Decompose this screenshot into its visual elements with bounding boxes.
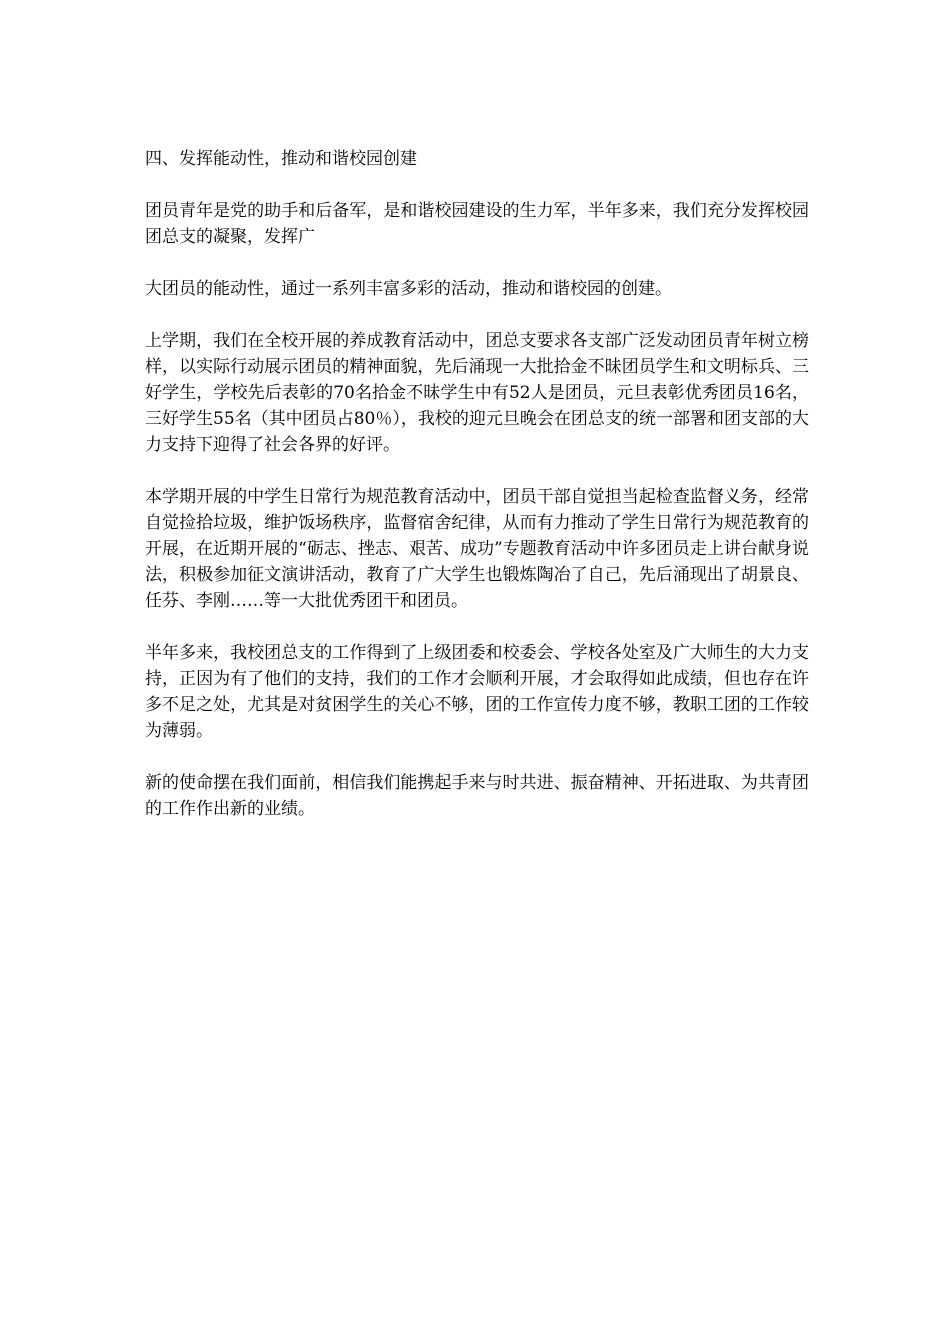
paragraph-2: 大团员的能动性，通过一系列丰富多彩的活动，推动和谐校园的创建。 [145, 279, 672, 299]
paragraph-3: 上学期，我们在全校开展的养成教育活动中，团总支要求各支部广泛发动团员青年树立榜样，以实际行动展示团员的精神面貌，先后涌现一大批拾金不昧团员学生和文明标兵、三好学生，学校先后表彰的70名拾金不昧学生中有52人是团员，元旦表彰优秀团员16名，三好学生55名（其中团员占80％），我校的迎元旦晚会在团总支的统一部署和团支部的大力支持下迎得了社会各界的好评。 [145, 331, 809, 455]
paragraph-4: 本学期开展的中学生日常行为规范教育活动中，团员干部自觉担当起检查监督义务，经常自觉捡拾垃圾，维护饭场秩序，监督宿舍纪律，从而有力推动了学生日常行为规范教育的开展，在近期开展的“砺志、挫志、艰苦、成功”专题教育活动中许多团员走上讲台献身说法，积极参加征文演讲活动，教育了广大学生也锻炼陶冶了自己，先后涌现出了胡景良、任芬、李刚……等一大批优秀团干和团员。 [145, 487, 809, 611]
document-body [145, 146, 809, 848]
section-heading: 四、发挥能动性，推动和谐校园创建 [145, 149, 417, 169]
paragraph-6: 新的使命摆在我们面前，相信我们能携起手来与时共进、振奋精神、开拓进取、为共青团的工作作出新的业绩。 [145, 773, 809, 819]
paragraph-1: 团员青年是党的助手和后备军，是和谐校园建设的生力军，半年多来，我们充分发挥校园团总支的凝聚，发挥广 [145, 201, 809, 247]
paragraph-5: 半年多来，我校团总支的工作得到了上级团委和校委会、学校各处室及广大师生的大力支持，正因为有了他们的支持，我们的工作才会顺利开展，才会取得如此成绩，但也存在许多不足之处，尤其是对贫困学生的关心不够，团的工作宣传力度不够，教职工团的工作较为薄弱。 [145, 643, 809, 741]
